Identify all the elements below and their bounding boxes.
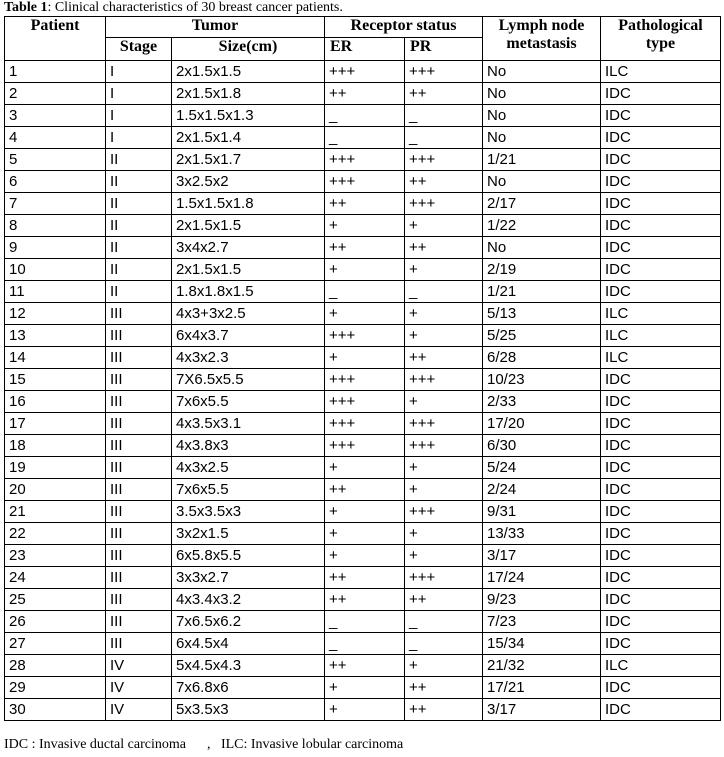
cell-lymph-node: 21/32 xyxy=(483,655,601,677)
cell-pr: +++ xyxy=(405,369,483,391)
header-size: Size(cm) xyxy=(172,38,325,61)
table-row xyxy=(5,369,721,391)
cell-lymph-node: 3/17 xyxy=(483,699,601,721)
cell-size: 4x3x2.5 xyxy=(172,457,325,479)
cell-pathological-type: ILC xyxy=(601,61,721,83)
cell-er: +++ xyxy=(325,171,405,193)
cell-pathological-type: ILC xyxy=(601,325,721,347)
cell-er: ++ xyxy=(325,589,405,611)
cell-stage: III xyxy=(106,303,172,325)
cell-er: + xyxy=(325,545,405,567)
cell-lymph-node: No xyxy=(483,127,601,149)
cell-pr: _ xyxy=(405,611,483,633)
cell-er: ++ xyxy=(325,479,405,501)
table-row xyxy=(5,589,721,611)
header-lymph-node-metastasis xyxy=(483,17,601,61)
cell-pr: ++ xyxy=(405,677,483,699)
table-row xyxy=(5,171,721,193)
table-row xyxy=(5,655,721,677)
table-row xyxy=(5,105,721,127)
table-row xyxy=(5,699,721,721)
header-pathological-type xyxy=(601,17,721,61)
cell-size: 2x1.5x1.5 xyxy=(172,215,325,237)
header-receptor-status: Receptor status xyxy=(325,17,483,38)
cell-pathological-type: IDC xyxy=(601,281,721,303)
cell-size: 1.5x1.5x1.3 xyxy=(172,105,325,127)
cell-pathological-type: IDC xyxy=(601,589,721,611)
cell-patient: 21 xyxy=(5,501,106,523)
cell-size: 4x3+3x2.5 xyxy=(172,303,325,325)
cell-pathological-type: IDC xyxy=(601,391,721,413)
cell-pathological-type: IDC xyxy=(601,127,721,149)
cell-patient: 15 xyxy=(5,369,106,391)
cell-lymph-node: No xyxy=(483,171,601,193)
cell-stage: II xyxy=(106,149,172,171)
cell-er: +++ xyxy=(325,61,405,83)
cell-er: _ xyxy=(325,633,405,655)
cell-lymph-node: 5/13 xyxy=(483,303,601,325)
cell-lymph-node: 2/17 xyxy=(483,193,601,215)
cell-size: 2x1.5x1.4 xyxy=(172,127,325,149)
cell-er: _ xyxy=(325,127,405,149)
cell-stage: III xyxy=(106,457,172,479)
cell-er: +++ xyxy=(325,369,405,391)
cell-stage: I xyxy=(106,83,172,105)
cell-er: + xyxy=(325,457,405,479)
cell-pr: +++ xyxy=(405,149,483,171)
table-row xyxy=(5,149,721,171)
cell-size: 2x1.5x1.5 xyxy=(172,259,325,281)
cell-er: + xyxy=(325,699,405,721)
cell-er: ++ xyxy=(325,193,405,215)
cell-pathological-type: IDC xyxy=(601,435,721,457)
cell-size: 3x4x2.7 xyxy=(172,237,325,259)
header-pr: PR xyxy=(405,38,483,61)
cell-size: 3x2.5x2 xyxy=(172,171,325,193)
cell-er: ++ xyxy=(325,237,405,259)
cell-pr: +++ xyxy=(405,193,483,215)
table-row xyxy=(5,479,721,501)
cell-stage: III xyxy=(106,369,172,391)
cell-stage: I xyxy=(106,127,172,149)
cell-patient: 29 xyxy=(5,677,106,699)
cell-pathological-type: IDC xyxy=(601,83,721,105)
cell-lymph-node: 15/34 xyxy=(483,633,601,655)
cell-patient: 18 xyxy=(5,435,106,457)
cell-pr: + xyxy=(405,303,483,325)
cell-lymph-node: 6/28 xyxy=(483,347,601,369)
header-lymph-line2: metastasis xyxy=(506,35,577,52)
cell-patient: 10 xyxy=(5,259,106,281)
cell-lymph-node: No xyxy=(483,83,601,105)
cell-lymph-node: 1/21 xyxy=(483,281,601,303)
cell-size: 7x6.8x6 xyxy=(172,677,325,699)
clinical-characteristics-table xyxy=(4,16,721,721)
header-er: ER xyxy=(325,38,405,61)
cell-lymph-node: 7/23 xyxy=(483,611,601,633)
cell-er: + xyxy=(325,677,405,699)
header-stage: Stage xyxy=(106,38,172,61)
cell-stage: IV xyxy=(106,655,172,677)
cell-patient: 7 xyxy=(5,193,106,215)
cell-size: 2x1.5x1.5 xyxy=(172,61,325,83)
cell-stage: I xyxy=(106,61,172,83)
cell-er: + xyxy=(325,259,405,281)
cell-size: 4x3x2.3 xyxy=(172,347,325,369)
cell-size: 6x4x3.7 xyxy=(172,325,325,347)
cell-lymph-node: 2/33 xyxy=(483,391,601,413)
cell-pathological-type: IDC xyxy=(601,259,721,281)
cell-pr: +++ xyxy=(405,567,483,589)
cell-er: +++ xyxy=(325,391,405,413)
cell-pathological-type: IDC xyxy=(601,193,721,215)
cell-er: +++ xyxy=(325,413,405,435)
footnote-ilc: ILC: Invasive lobular carcinoma xyxy=(220,737,404,752)
cell-patient: 16 xyxy=(5,391,106,413)
cell-lymph-node: 1/21 xyxy=(483,149,601,171)
cell-pr: + xyxy=(405,457,483,479)
cell-patient: 12 xyxy=(5,303,106,325)
cell-size: 7x6x5.5 xyxy=(172,479,325,501)
header-lymph-line1: Lymph node xyxy=(498,17,585,34)
cell-lymph-node: 6/30 xyxy=(483,435,601,457)
table-row xyxy=(5,523,721,545)
cell-size: 5x4.5x4.3 xyxy=(172,655,325,677)
cell-stage: III xyxy=(106,523,172,545)
cell-patient: 26 xyxy=(5,611,106,633)
cell-er: +++ xyxy=(325,149,405,171)
cell-size: 4x3.4x3.2 xyxy=(172,589,325,611)
cell-patient: 17 xyxy=(5,413,106,435)
cell-patient: 2 xyxy=(5,83,106,105)
header-path-line2: type xyxy=(645,35,676,52)
cell-stage: IV xyxy=(106,699,172,721)
table-row xyxy=(5,237,721,259)
header-tumor: Tumor xyxy=(106,17,325,38)
cell-size: 7x6.5x6.2 xyxy=(172,611,325,633)
cell-pr: _ xyxy=(405,105,483,127)
footnote-separator: , xyxy=(206,737,211,752)
cell-stage: III xyxy=(106,545,172,567)
cell-patient: 3 xyxy=(5,105,106,127)
cell-pr: + xyxy=(405,215,483,237)
cell-pathological-type: IDC xyxy=(601,611,721,633)
cell-patient: 24 xyxy=(5,567,106,589)
cell-stage: III xyxy=(106,413,172,435)
cell-size: 3.5x3.5x3 xyxy=(172,501,325,523)
cell-pathological-type: ILC xyxy=(601,347,721,369)
cell-pathological-type: IDC xyxy=(601,633,721,655)
table-row xyxy=(5,83,721,105)
cell-er: _ xyxy=(325,281,405,303)
cell-pr: + xyxy=(405,479,483,501)
cell-stage: III xyxy=(106,589,172,611)
cell-patient: 5 xyxy=(5,149,106,171)
cell-er: + xyxy=(325,347,405,369)
cell-pr: ++ xyxy=(405,347,483,369)
cell-stage: III xyxy=(106,325,172,347)
cell-patient: 19 xyxy=(5,457,106,479)
cell-stage: III xyxy=(106,347,172,369)
cell-er: + xyxy=(325,523,405,545)
header-path-line1: Pathological xyxy=(618,17,703,34)
table-row xyxy=(5,545,721,567)
cell-pathological-type: ILC xyxy=(601,655,721,677)
cell-er: ++ xyxy=(325,83,405,105)
cell-pathological-type: IDC xyxy=(601,237,721,259)
table-row xyxy=(5,677,721,699)
table-row xyxy=(5,501,721,523)
cell-size: 7x6x5.5 xyxy=(172,391,325,413)
cell-lymph-node: 5/25 xyxy=(483,325,601,347)
cell-pathological-type: IDC xyxy=(601,369,721,391)
cell-size: 2x1.5x1.8 xyxy=(172,83,325,105)
cell-size: 4x3.5x3.1 xyxy=(172,413,325,435)
cell-patient: 22 xyxy=(5,523,106,545)
cell-size: 6x4.5x4 xyxy=(172,633,325,655)
cell-stage: II xyxy=(106,259,172,281)
cell-lymph-node: 1/22 xyxy=(483,215,601,237)
cell-stage: I xyxy=(106,105,172,127)
table-row xyxy=(5,457,721,479)
table-row xyxy=(5,193,721,215)
table-row xyxy=(5,303,721,325)
footnote-idc: IDC : Invasive ductal carcinoma xyxy=(4,737,186,752)
cell-patient: 28 xyxy=(5,655,106,677)
cell-lymph-node: 9/23 xyxy=(483,589,601,611)
table-row xyxy=(5,281,721,303)
cell-er: +++ xyxy=(325,325,405,347)
cell-pathological-type: IDC xyxy=(601,501,721,523)
cell-lymph-node: 13/33 xyxy=(483,523,601,545)
cell-stage: II xyxy=(106,281,172,303)
cell-stage: III xyxy=(106,435,172,457)
cell-lymph-node: 2/19 xyxy=(483,259,601,281)
cell-er: + xyxy=(325,303,405,325)
cell-er: +++ xyxy=(325,435,405,457)
cell-size: 4x3.8x3 xyxy=(172,435,325,457)
cell-patient: 4 xyxy=(5,127,106,149)
cell-er: ++ xyxy=(325,655,405,677)
cell-stage: II xyxy=(106,215,172,237)
table-row xyxy=(5,325,721,347)
caption-label: Table 1 xyxy=(4,0,48,15)
header-patient: Patient xyxy=(5,17,106,61)
cell-pr: ++ xyxy=(405,589,483,611)
table-row xyxy=(5,347,721,369)
cell-pr: ++ xyxy=(405,699,483,721)
cell-pathological-type: IDC xyxy=(601,149,721,171)
cell-lymph-node: 10/23 xyxy=(483,369,601,391)
cell-lymph-node: No xyxy=(483,237,601,259)
cell-patient: 30 xyxy=(5,699,106,721)
cell-pathological-type: IDC xyxy=(601,171,721,193)
cell-pr: ++ xyxy=(405,171,483,193)
cell-pr: + xyxy=(405,655,483,677)
cell-pr: + xyxy=(405,545,483,567)
cell-stage: II xyxy=(106,193,172,215)
cell-pathological-type: IDC xyxy=(601,105,721,127)
cell-lymph-node: 5/24 xyxy=(483,457,601,479)
cell-patient: 9 xyxy=(5,237,106,259)
cell-lymph-node: 17/20 xyxy=(483,413,601,435)
table-body xyxy=(5,61,721,721)
cell-size: 3x2x1.5 xyxy=(172,523,325,545)
table-row xyxy=(5,435,721,457)
cell-er: _ xyxy=(325,105,405,127)
cell-size: 1.5x1.5x1.8 xyxy=(172,193,325,215)
cell-stage: II xyxy=(106,171,172,193)
cell-lymph-node: No xyxy=(483,61,601,83)
cell-pr: +++ xyxy=(405,61,483,83)
cell-patient: 11 xyxy=(5,281,106,303)
cell-pathological-type: IDC xyxy=(601,677,721,699)
cell-patient: 1 xyxy=(5,61,106,83)
cell-pr: + xyxy=(405,391,483,413)
table-row xyxy=(5,61,721,83)
cell-lymph-node: No xyxy=(483,105,601,127)
table-row xyxy=(5,127,721,149)
cell-er: _ xyxy=(325,611,405,633)
cell-patient: 14 xyxy=(5,347,106,369)
cell-stage: III xyxy=(106,479,172,501)
cell-pathological-type: IDC xyxy=(601,567,721,589)
cell-patient: 8 xyxy=(5,215,106,237)
cell-pr: +++ xyxy=(405,413,483,435)
cell-er: + xyxy=(325,501,405,523)
cell-size: 1.8x1.8x1.5 xyxy=(172,281,325,303)
cell-pathological-type: ILC xyxy=(601,303,721,325)
cell-pr: ++ xyxy=(405,83,483,105)
cell-lymph-node: 17/21 xyxy=(483,677,601,699)
cell-patient: 25 xyxy=(5,589,106,611)
table-row xyxy=(5,215,721,237)
cell-size: 3x3x2.7 xyxy=(172,567,325,589)
cell-pathological-type: IDC xyxy=(601,457,721,479)
cell-pr: _ xyxy=(405,633,483,655)
footnote xyxy=(4,736,403,754)
table-caption xyxy=(4,0,343,16)
cell-pathological-type: IDC xyxy=(601,699,721,721)
cell-pathological-type: IDC xyxy=(601,523,721,545)
cell-pr: + xyxy=(405,325,483,347)
table-row xyxy=(5,611,721,633)
cell-pathological-type: IDC xyxy=(601,479,721,501)
cell-patient: 13 xyxy=(5,325,106,347)
cell-pr: + xyxy=(405,259,483,281)
cell-er: + xyxy=(325,215,405,237)
cell-pr: _ xyxy=(405,127,483,149)
cell-pathological-type: IDC xyxy=(601,215,721,237)
table-row xyxy=(5,391,721,413)
cell-patient: 27 xyxy=(5,633,106,655)
cell-stage: II xyxy=(106,237,172,259)
cell-pr: _ xyxy=(405,281,483,303)
cell-stage: IV xyxy=(106,677,172,699)
cell-pr: +++ xyxy=(405,435,483,457)
cell-patient: 20 xyxy=(5,479,106,501)
cell-lymph-node: 9/31 xyxy=(483,501,601,523)
table-row xyxy=(5,413,721,435)
cell-stage: III xyxy=(106,501,172,523)
cell-pathological-type: IDC xyxy=(601,545,721,567)
cell-stage: III xyxy=(106,633,172,655)
cell-pr: +++ xyxy=(405,501,483,523)
cell-er: ++ xyxy=(325,567,405,589)
cell-stage: III xyxy=(106,567,172,589)
table-row xyxy=(5,259,721,281)
cell-size: 2x1.5x1.7 xyxy=(172,149,325,171)
cell-size: 5x3.5x3 xyxy=(172,699,325,721)
cell-patient: 23 xyxy=(5,545,106,567)
caption-text: : Clinical characteristics of 30 breast cancer patients. xyxy=(47,0,343,15)
cell-pr: ++ xyxy=(405,237,483,259)
cell-lymph-node: 2/24 xyxy=(483,479,601,501)
cell-lymph-node: 17/24 xyxy=(483,567,601,589)
cell-size: 6x5.8x5.5 xyxy=(172,545,325,567)
cell-stage: III xyxy=(106,611,172,633)
cell-pathological-type: IDC xyxy=(601,413,721,435)
cell-lymph-node: 3/17 xyxy=(483,545,601,567)
cell-pr: + xyxy=(405,523,483,545)
table-row xyxy=(5,567,721,589)
cell-size: 7X6.5x5.5 xyxy=(172,369,325,391)
cell-patient: 6 xyxy=(5,171,106,193)
cell-stage: III xyxy=(106,391,172,413)
table-row xyxy=(5,633,721,655)
